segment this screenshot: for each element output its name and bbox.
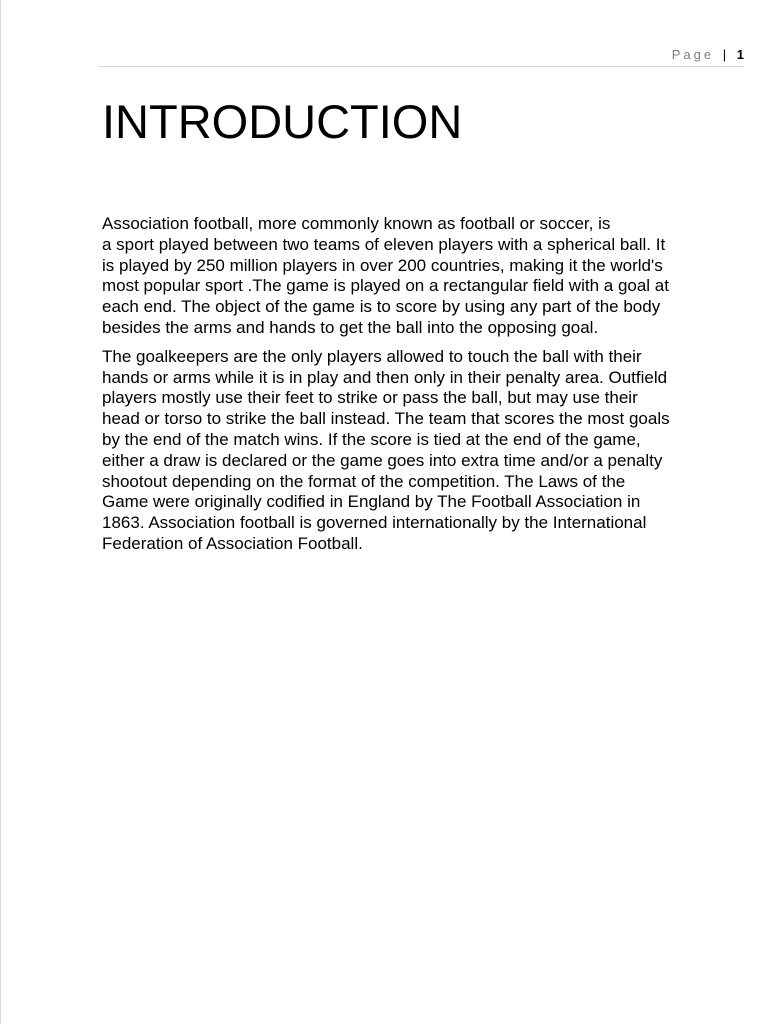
text-line: a sport played between two teams of eleven players with a spherical ball. It xyxy=(102,234,666,254)
text-line: The goalkeepers are the only players allowed to touch the ball with their xyxy=(102,346,642,366)
text-line: Association football, more commonly known as football or soccer, is xyxy=(102,214,611,233)
page-number: 1 xyxy=(736,47,744,62)
text-line: players mostly use their feet to strike or pass the ball, but may use their xyxy=(102,388,638,408)
text-line: hands or arms while it is in play and then only in their penalty area. Outfield xyxy=(102,367,668,387)
text-line: is played by 250 million players in over 200 countries, making it the world's xyxy=(102,255,663,275)
paragraph-2 xyxy=(102,347,752,555)
document-body xyxy=(102,214,752,555)
text-line: either a draw is declared or the game goes into extra time and/or a penalty xyxy=(102,450,663,470)
text-line: besides the arms and hands to get the ball into the opposing goal. xyxy=(102,317,599,337)
text-line: most popular sport .The game is played on a rectangular field with a goal at xyxy=(102,276,669,296)
text-line: head or torso to strike the ball instead. The team that scores the most goals xyxy=(102,409,670,429)
document-title: INTRODUCTION xyxy=(102,95,463,148)
page-header xyxy=(672,47,744,62)
header-divider xyxy=(98,66,744,67)
paragraph-1 xyxy=(102,214,752,339)
text-line: by the end of the match wins. If the score is tied at the end of the game, xyxy=(102,429,641,449)
text-line: Game were originally codified in England by The Football Association in xyxy=(102,492,641,512)
text-line: each end. The object of the game is to score by using any part of the body xyxy=(102,297,661,317)
page-label: Page xyxy=(671,47,715,62)
text-line: shootout depending on the format of the competition. The Laws of the xyxy=(102,471,626,491)
text-line: Federation of Association Football. xyxy=(102,533,363,553)
page-separator: | xyxy=(722,47,727,62)
text-line: 1863. Association football is governed internationally by the International xyxy=(102,513,647,533)
